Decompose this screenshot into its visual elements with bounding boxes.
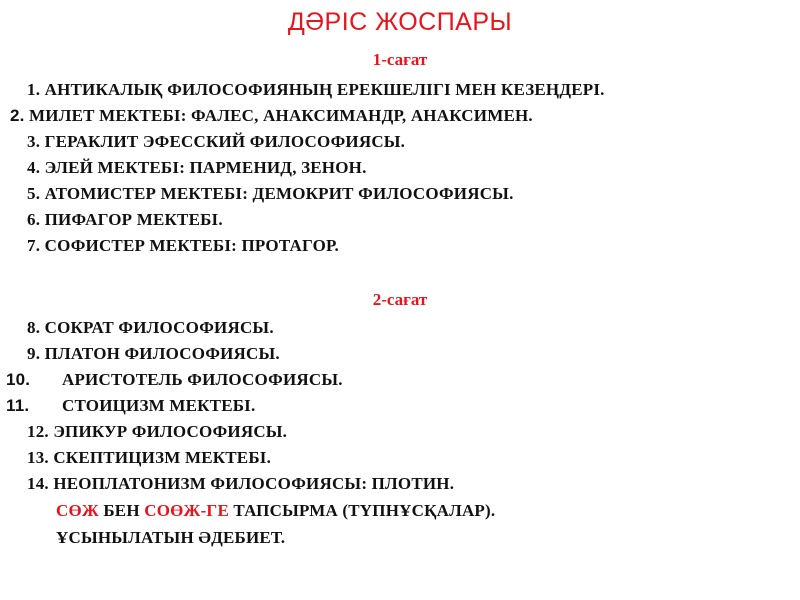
plan-item-5 <box>27 184 514 204</box>
plan-item-text: ГЕРАКЛИТ ЭФЕССКИЙ ФИЛОСОФИЯСЫ. <box>44 132 406 151</box>
srs-label: СӨЖ <box>56 501 99 520</box>
plan-item-8 <box>27 318 274 338</box>
plan-item-text: МИЛЕТ МЕКТЕБІ: ФАЛЕС, АНАКСИМАНДР, АНАКСИМЕН. <box>29 106 533 125</box>
hour-2-heading: 2-сағат <box>372 290 428 309</box>
plan-item-number: 8. <box>27 318 41 337</box>
recommended-literature: ҰСЫНЫЛАТЫН ӘДЕБИЕТ. <box>56 528 286 547</box>
plan-item-text: АТОМИСТЕР МЕКТЕБІ: ДЕМОКРИТ ФИЛОСОФИЯСЫ. <box>44 184 514 203</box>
plan-item-12 <box>27 422 287 442</box>
assignment-connector: БЕН <box>98 501 145 520</box>
plan-item-1 <box>27 80 605 100</box>
plan-item-text: ПЛАТОН ФИЛОСОФИЯСЫ. <box>44 344 280 363</box>
plan-item-number: 2. <box>10 106 25 125</box>
assignment-text: ТАПСЫРМА (ТҮПНҰСҚАЛАР). <box>228 501 496 520</box>
plan-item-text: ПИФАГОР МЕКТЕБІ. <box>44 210 223 229</box>
plan-item-number: 9. <box>27 344 41 363</box>
plan-item-text: СТОИЦИЗМ МЕКТЕБІ. <box>62 396 256 415</box>
plan-item-10 <box>6 370 343 390</box>
assignment-line <box>56 501 495 521</box>
plan-item-7 <box>27 236 339 256</box>
plan-item-number: 13. <box>27 448 49 467</box>
plan-item-11 <box>6 396 255 416</box>
plan-item-text: АНТИКАЛЫҚ ФИЛОСОФИЯНЫҢ ЕРЕКШЕЛІГІ МЕН КЕЗЕҢДЕРІ. <box>44 80 605 99</box>
plan-item-number: 12. <box>27 422 49 441</box>
slide-title: ДӘРІС ЖОСПАРЫ <box>287 8 513 36</box>
plan-item-2 <box>10 106 533 126</box>
plan-item-number: 14. <box>27 474 49 493</box>
plan-item-6 <box>27 210 223 230</box>
plan-item-number: 11. <box>6 396 30 415</box>
plan-item-text: СОФИСТЕР МЕКТЕБІ: ПРОТАГОР. <box>44 236 339 255</box>
plan-item-text: АРИСТОТЕЛЬ ФИЛОСОФИЯСЫ. <box>62 370 343 389</box>
plan-item-number: 5. <box>27 184 41 203</box>
sroj-label: СОӨЖ-ГЕ <box>144 501 229 520</box>
plan-item-13 <box>27 448 271 468</box>
plan-item-text: ЭЛЕЙ МЕКТЕБІ: ПАРМЕНИД, ЗЕНОН. <box>44 158 367 177</box>
plan-item-number: 3. <box>27 132 41 151</box>
plan-item-text: СКЕПТИЦИЗМ МЕКТЕБІ. <box>53 448 272 467</box>
plan-item-3 <box>27 132 405 152</box>
plan-item-4 <box>27 158 367 178</box>
plan-item-text: СОКРАТ ФИЛОСОФИЯСЫ. <box>44 318 274 337</box>
plan-item-number: 6. <box>27 210 41 229</box>
plan-item-9 <box>27 344 280 364</box>
plan-item-number: 10. <box>6 370 31 389</box>
plan-item-text: ЭПИКУР ФИЛОСОФИЯСЫ. <box>53 422 288 441</box>
hour-1-heading: 1-сағат <box>372 50 428 69</box>
plan-item-14 <box>27 474 454 494</box>
plan-item-number: 1. <box>27 80 41 99</box>
plan-item-number: 4. <box>27 158 41 177</box>
plan-item-text: НЕОПЛАТОНИЗМ ФИЛОСОФИЯСЫ: ПЛОТИН. <box>53 474 455 493</box>
plan-item-number: 7. <box>27 236 41 255</box>
